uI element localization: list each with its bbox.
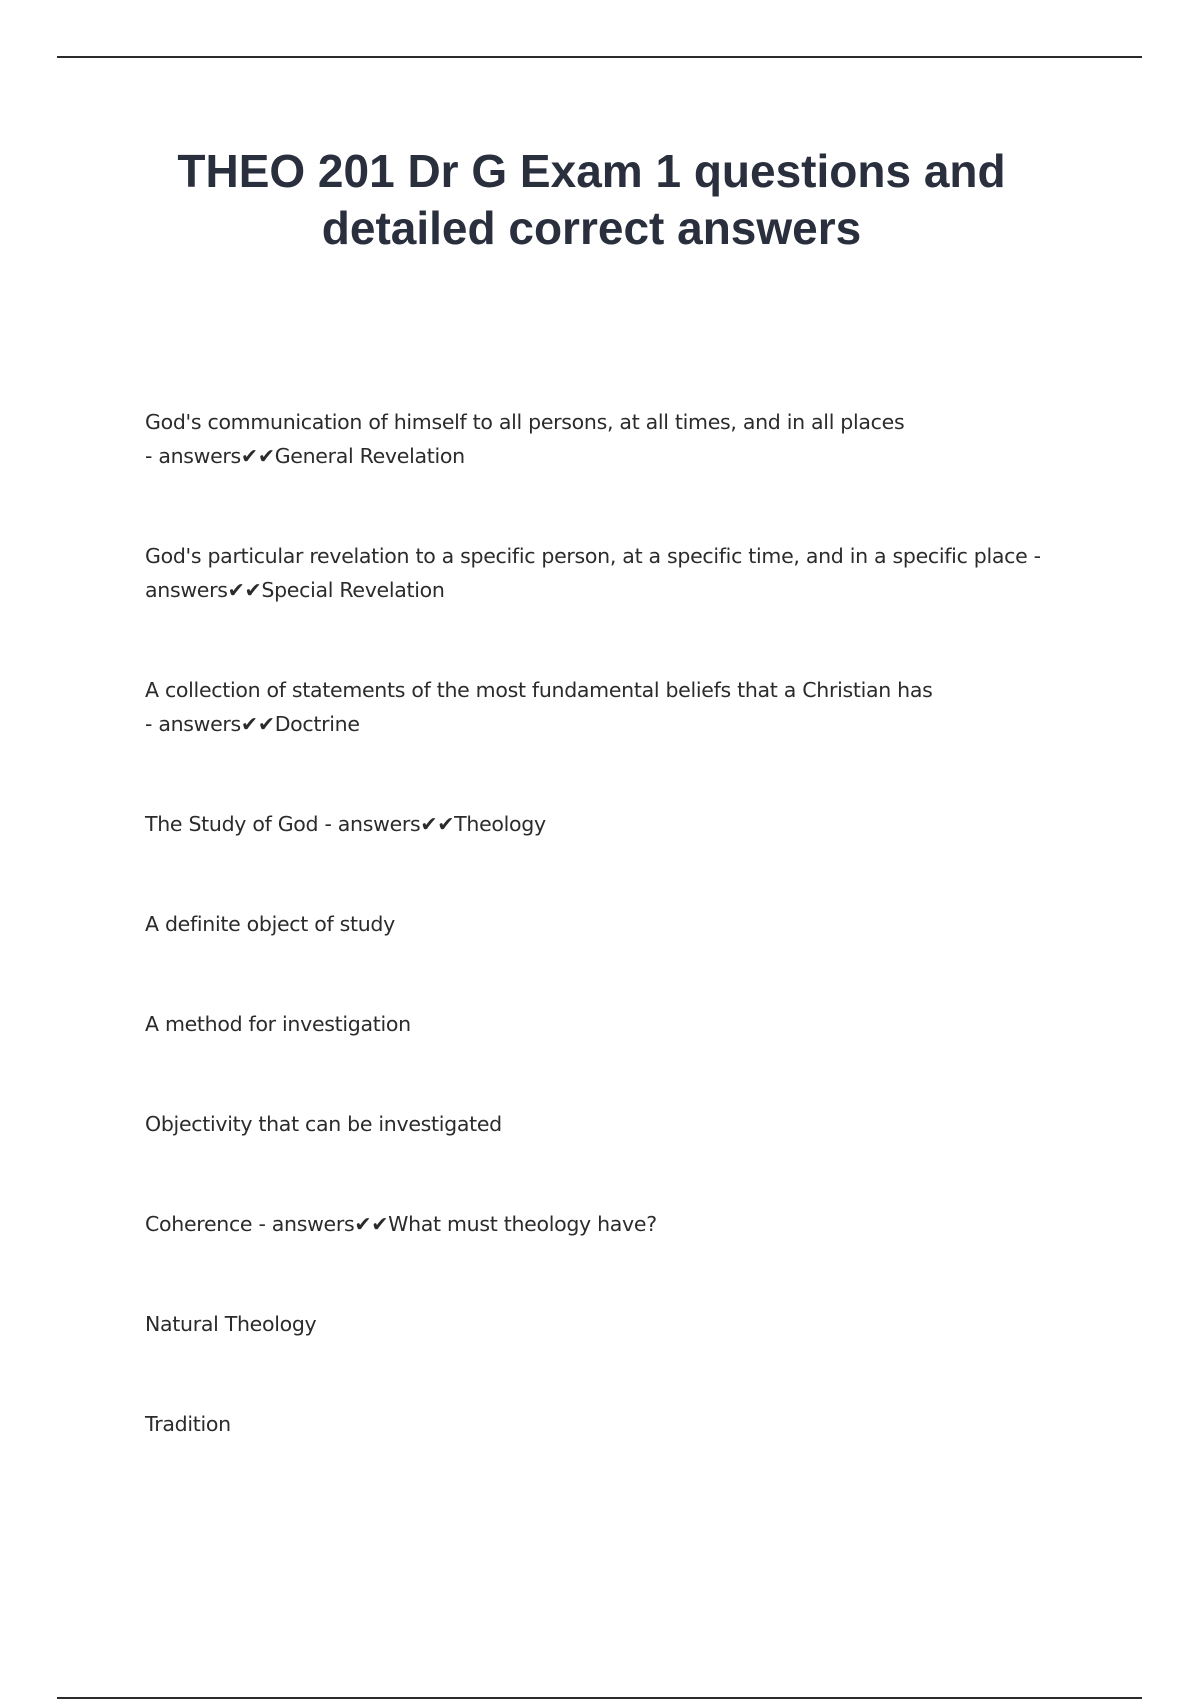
top-divider: [57, 56, 1142, 58]
qa-entry: A collection of statements of the most fundamental beliefs that a Christian has - answers✔✔Doctrine: [145, 678, 933, 736]
qa-entry: A method for investigation: [145, 1012, 411, 1036]
qa-entry: God's communication of himself to all persons, at all times, and in all places - answers✔✔General Revelation: [145, 410, 905, 468]
document-title: THEO 201 Dr G Exam 1 questions and detailed correct answers: [177, 145, 1006, 254]
qa-entry: God's particular revelation to a specific person, at a specific time, and in a specific place - answers✔✔Special Revelation: [145, 544, 1041, 602]
qa-entry: Tradition: [145, 1412, 231, 1436]
qa-entry: A definite object of study: [145, 912, 395, 936]
qa-entry: The Study of God - answers✔✔Theology: [145, 812, 546, 836]
bottom-divider: [57, 1697, 1142, 1699]
qa-list: [145, 405, 1045, 1507]
qa-entry: Objectivity that can be investigated: [145, 1112, 502, 1136]
qa-entry: Natural Theology: [145, 1312, 317, 1336]
qa-entry: Coherence - answers✔✔What must theology have?: [145, 1212, 657, 1236]
